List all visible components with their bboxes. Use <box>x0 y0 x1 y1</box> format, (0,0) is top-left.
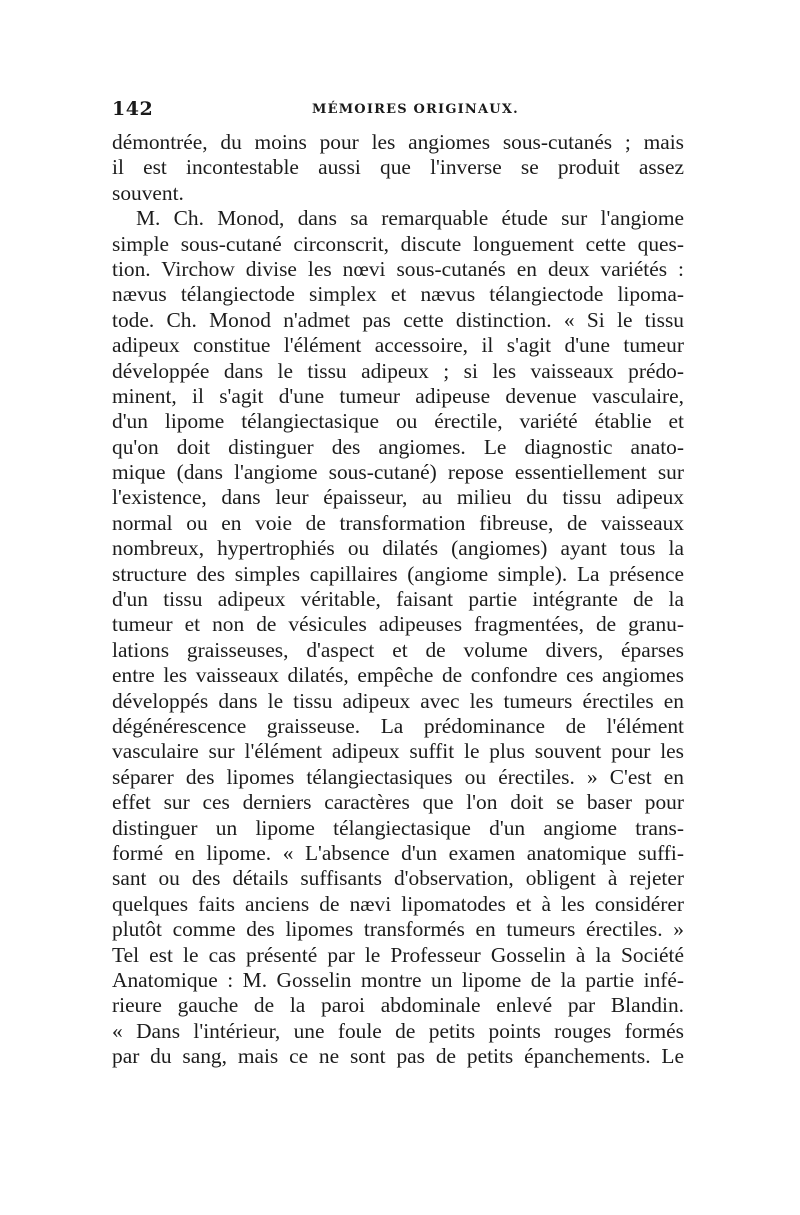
text-line: M. Ch. Monod, dans sa remarquable étude sur l'angiome <box>136 206 684 231</box>
text-line: d'un tissu adipeux véritable, faisant partie intégrante de la <box>112 587 684 612</box>
text-line: Anatomique : M. Gosselin montre un lipome de la partie infé- <box>112 967 684 992</box>
running-head <box>112 98 692 124</box>
text-line: souvent. <box>112 180 184 205</box>
text-line: tumeur et non de vésicules adipeuses fragmentées, de granu- <box>112 612 684 637</box>
text-line: « Dans l'intérieur, une foule de petits points rouges formés <box>112 1018 684 1043</box>
text-line: quelques faits anciens de nævi lipomatodes et à les considérer <box>112 891 684 916</box>
text-line: rieure gauche de la paroi abdominale enlevé par Blandin. <box>112 993 684 1018</box>
text-line: démontrée, du moins pour les angiomes sous-cutanés ; mais <box>112 130 684 154</box>
body-text <box>112 130 684 1069</box>
text-line: lations graisseuses, d'aspect et de volume divers, éparses <box>112 637 684 662</box>
text-line: d'un lipome télangiectasique ou érectile, variété établie et <box>112 409 684 434</box>
text-line: nombreux, hypertrophiés ou dilatés (angiomes) ayant tous la <box>112 536 684 561</box>
text-line: distinguer un lipome télangiectasique d'un angiome trans- <box>112 815 684 840</box>
text-line: nævus télangiectode simplex et nævus télangiectode lipoma- <box>112 282 684 307</box>
text-line: plutôt comme des lipomes transformés en tumeurs érectiles. » <box>112 917 684 942</box>
text-line: développée dans le tissu adipeux ; si les vaisseaux prédo- <box>112 358 684 383</box>
running-title: MÉMOIRES ORIGINAUX. <box>312 102 519 117</box>
text-line: minent, il s'agit d'une tumeur adipeuse devenue vasculaire, <box>112 383 684 408</box>
text-line: effet sur ces derniers caractères que l'on doit se baser pour <box>112 790 684 815</box>
text-line: développés dans le tissu adipeux avec les tumeurs érectiles en <box>112 688 684 713</box>
text-line: l'existence, dans leur épaisseur, au milieu du tissu adipeux <box>112 485 684 510</box>
text-line: Tel est le cas présenté par le Professeur Gosselin à la Société <box>112 942 684 967</box>
text-line: par du sang, mais ce ne sont pas de petits épanchements. Le <box>112 1044 684 1069</box>
text-line: vasculaire sur l'élément adipeux suffit le plus souvent pour les <box>112 739 684 764</box>
text-line: entre les vaisseaux dilatés, empêche de confondre ces angiomes <box>112 663 684 688</box>
text-line: il est incontestable aussi que l'inverse se produit assez <box>112 155 684 180</box>
text-line: normal ou en voie de transformation fibreuse, de vaisseaux <box>112 510 684 535</box>
text-line: tode. Ch. Monod n'admet pas cette distinction. « Si le tissu <box>112 307 684 332</box>
text-line: structure des simples capillaires (angiome simple). La présence <box>112 561 684 586</box>
text-line: mique (dans l'angiome sous-cutané) repose essentiellement sur <box>112 460 684 485</box>
text-line: séparer des lipomes télangiectasiques ou érectiles. » C'est en <box>112 764 684 789</box>
text-line: adipeux constitue l'élément accessoire, il s'agit d'une tumeur <box>112 333 684 358</box>
text-line: dégénérescence graisseuse. La prédominance de l'élément <box>112 713 684 738</box>
text-line: formé en lipome. « L'absence d'un examen anatomique suffi- <box>112 840 684 865</box>
text-line: tion. Virchow divise les nœvi sous-cutanés en deux variétés : <box>112 256 684 281</box>
text-line: qu'on doit distinguer des angiomes. Le diagnostic anato- <box>112 434 684 459</box>
text-line: sant ou des détails suffisants d'observation, obligent à rejeter <box>112 866 684 891</box>
text-line: simple sous-cutané circonscrit, discute longuement cette ques- <box>112 231 684 256</box>
page-number: 142 <box>112 98 154 120</box>
